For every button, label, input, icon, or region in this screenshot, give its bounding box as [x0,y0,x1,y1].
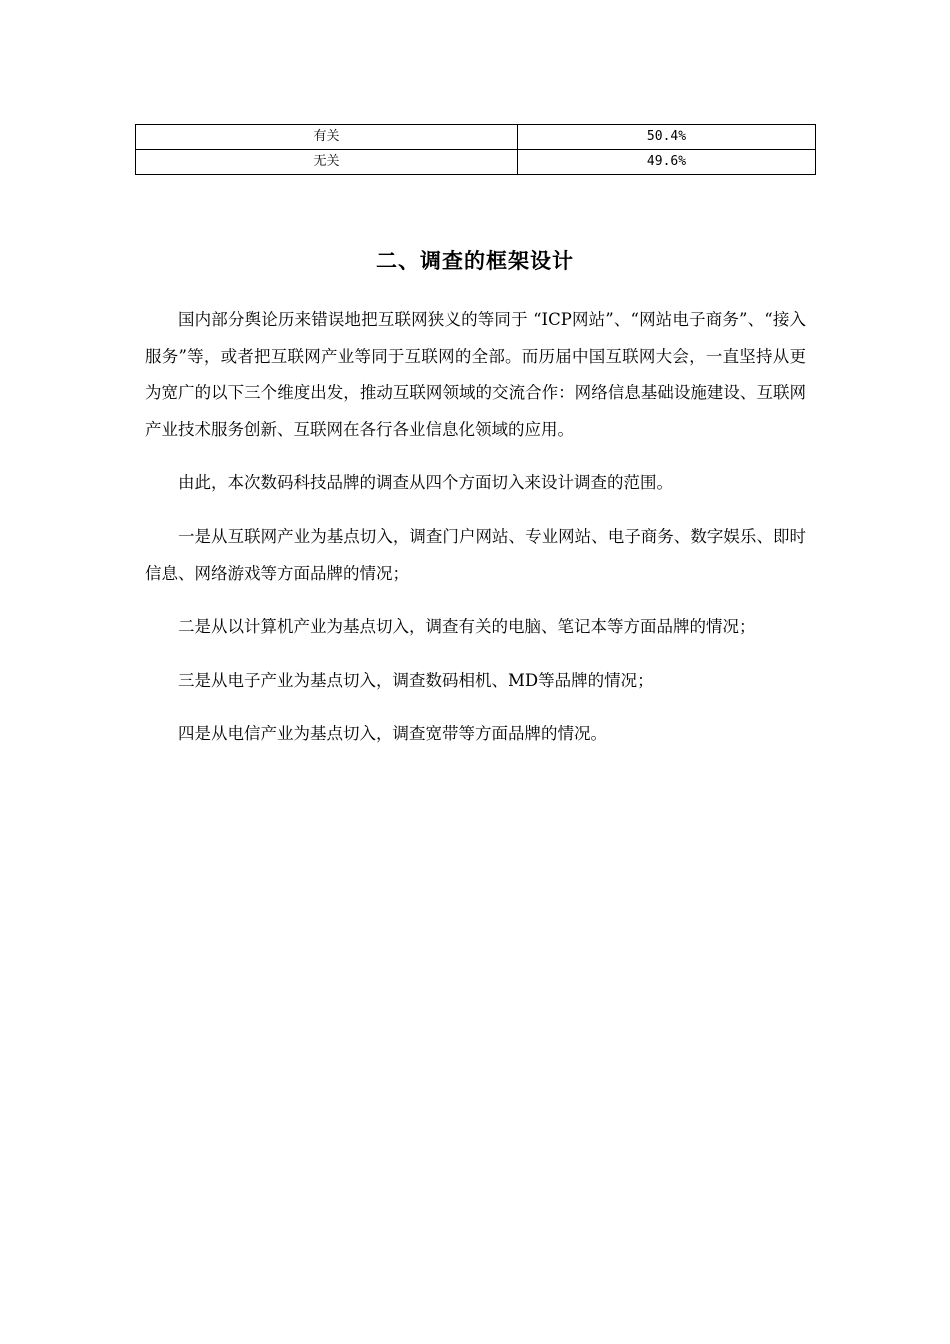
paragraph: 四是从电信产业为基点切入，调查宽带等方面品牌的情况。 [178,724,607,744]
table-cell-value: 50.4% [518,125,816,150]
section-heading: 二、调查的框架设计 [376,249,574,273]
paragraph: 二是从以计算机产业为基点切入，调查有关的电脑、笔记本等方面品牌的情况； [178,617,756,637]
table-cell-label: 有关 [136,125,518,150]
body-text [145,302,806,770]
paragraph: 一是从互联网产业为基点切入，调查门户网站、专业网站、电子商务、数字娱乐、即时信息、网络游戏等方面品牌的情况； [145,526,806,583]
table-cell-label: 无关 [136,150,518,175]
table-cell-value: 49.6% [518,150,816,175]
result-table [135,124,816,175]
paragraph: 国内部分舆论历来错误地把互联网狭义的等同于 “ICP网站”、“网站电子商务”、“接入服务”等，或者把互联网产业等同于互联网的全部。而历届中国互联网大会，一直坚持从更为宽广的以下三个维度出发，推动互联网领域的交流合作：网络信息基础设施建设、互联网产业技术服务创新、互联网在各行各业信息化领域的应用。 [145,310,806,439]
table-row [136,125,816,150]
table-row [136,150,816,175]
paragraph: 三是从电子产业为基点切入，调查数码相机、MD等品牌的情况； [178,670,654,690]
paragraph: 由此，本次数码科技品牌的调查从四个方面切入来设计调查的范围。 [178,473,673,493]
